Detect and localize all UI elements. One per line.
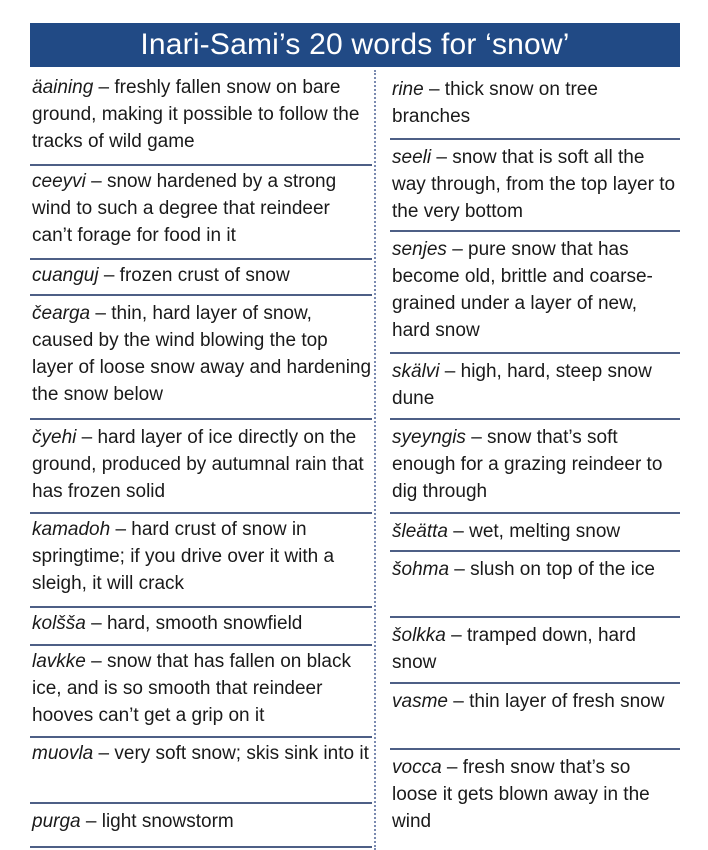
entry-definition: – thin layer of fresh snow (447, 691, 665, 712)
word-entry (30, 808, 372, 848)
entry-term: čearga (32, 303, 91, 324)
entry-term: vasme (392, 691, 448, 712)
entry-term: ceeyvi (32, 171, 86, 192)
entry-term: vocca (392, 757, 442, 778)
entry-term: kolšša (32, 613, 86, 634)
entry-term: skälvi (392, 361, 440, 382)
entry-term: šleätta (392, 521, 448, 542)
entry-term: muovla (32, 743, 94, 764)
word-entry (390, 144, 680, 232)
entry-term: cuanguj (32, 265, 99, 286)
entry-definition: – fresh snow that’s so loose it gets blown away in the wind (392, 757, 650, 832)
word-entry (30, 610, 372, 646)
entry-definition: – thick snow on tree branches (392, 79, 598, 127)
entry-definition: – hard, smooth snowfield (85, 613, 303, 634)
entry-term: seeli (392, 147, 432, 168)
word-entry (30, 648, 372, 738)
entry-definition: – pure snow that has become old, brittle and coarse-grained under a layer of new, hard snow (392, 239, 653, 341)
word-entry (30, 74, 372, 166)
word-entry (390, 518, 680, 552)
entry-definition: – very soft snow; skis sink into it (93, 743, 369, 764)
word-entry (390, 424, 680, 514)
word-entry (390, 688, 680, 750)
entry-term: syeyngis (392, 427, 466, 448)
entry-definition: – snow that has fallen on black ice, and is so smooth that reindeer hooves can’t get a grip on it (32, 651, 351, 726)
word-entry (30, 168, 372, 260)
word-entry (390, 556, 680, 618)
column-divider (374, 70, 376, 850)
entry-definition: – snow that’s soft enough for a grazing reindeer to dig through (392, 427, 663, 502)
entry-definition: – light snowstorm (80, 811, 234, 832)
word-entry (30, 424, 372, 514)
entry-definition: – hard crust of snow in springtime; if you drive over it with a sleigh, it will crack (32, 519, 335, 594)
page-title: Inari-Sami’s 20 words for ‘snow’ (30, 23, 680, 67)
entry-definition: – slush on top of the ice (449, 559, 655, 580)
word-entry (30, 300, 372, 420)
entry-definition: – hard layer of ice directly on the ground, produced by autumnal rain that has frozen solid (32, 427, 364, 502)
entry-definition: – snow hardened by a strong wind to such a degree that reindeer can’t forage for food in it (32, 171, 337, 246)
word-entry (390, 358, 680, 420)
entry-term: äaining (32, 77, 94, 98)
entry-definition: – freshly fallen snow on bare ground, making it possible to follow the tracks of wild game (32, 77, 360, 152)
word-entry (390, 754, 680, 844)
entry-term: purga (32, 811, 81, 832)
entry-definition: – snow that is soft all the way through, from the top layer to the very bottom (392, 147, 676, 222)
entry-term: lavkke (32, 651, 86, 672)
entry-term: šolkka (392, 625, 446, 646)
entry-definition: – wet, melting snow (447, 521, 621, 542)
entry-definition: – thin, hard layer of snow, caused by the wind blowing the top layer of loose snow away and hardening the snow below (32, 303, 372, 405)
entry-term: rine (392, 79, 424, 100)
word-entry (390, 236, 680, 354)
word-entry (30, 516, 372, 608)
word-entry (30, 740, 372, 804)
word-entry (390, 76, 680, 140)
entry-term: senjes (392, 239, 447, 260)
entry-term: čyehi (32, 427, 77, 448)
entry-definition: – high, hard, steep snow dune (392, 361, 652, 409)
word-entry (390, 622, 680, 684)
entry-term: šohma (392, 559, 450, 580)
entry-term: kamadoh (32, 519, 111, 540)
entry-definition: – frozen crust of snow (98, 265, 290, 286)
word-entry (30, 262, 372, 296)
entry-definition: – tramped down, hard snow (392, 625, 636, 673)
